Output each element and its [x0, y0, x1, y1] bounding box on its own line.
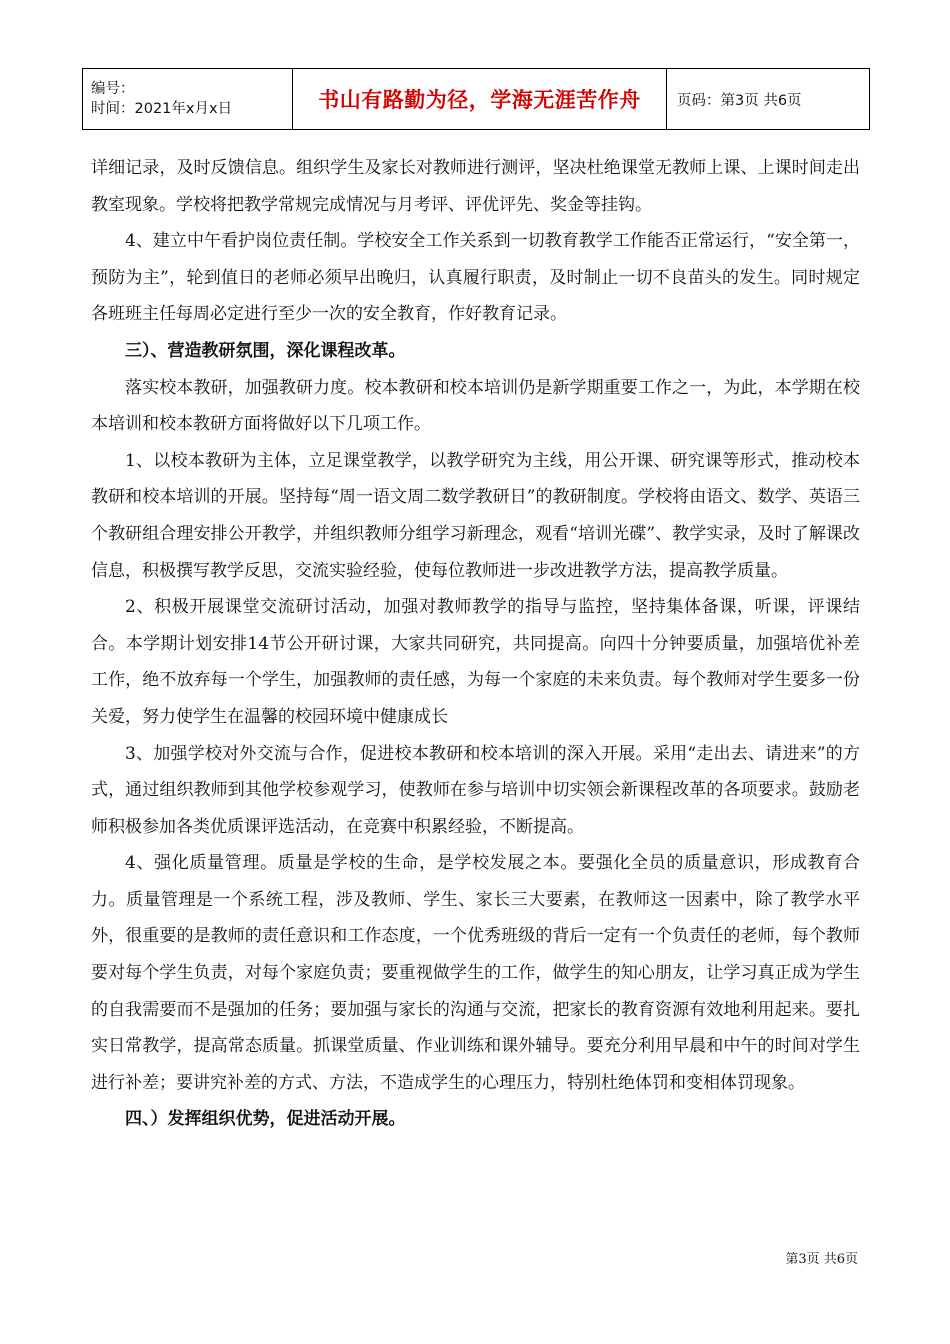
document-body: [91, 150, 860, 1138]
paragraph-item-1: 1、以校本教研为主体，立足课堂教学，以教学研究为主线，用公开课、研究课等形式，推动校本教研和校本培训的开展。坚持每“周一语文周二数学教研日”的教研制度。学校将由语文、数学、英语三个教研组合理安排公开教学，并组织教师分组学习新理念，观看“培训光碟”、教学实录，及时了解课改信息，积极撰写教学反思，交流实验经验，使每位教师进一步改进教学方法，提高教学质量。: [91, 450, 860, 581]
header-date-label: 时间：2021年x月x日: [91, 101, 233, 117]
section-heading-3: 三）、营造教研氛围，深化课程改革。: [125, 340, 406, 361]
paragraph-continued: 详细记录，及时反馈信息。组织学生及家长对教师进行测评，坚决杜绝课堂无教师上课、上课时间走出教室现象。学校将把教学常规完成情况与月考评、评优评先、奖金等挂钩。: [91, 158, 860, 215]
header-motto-cell: [293, 69, 667, 130]
header-meta-cell: [83, 69, 293, 130]
header-number-label: 编号：: [91, 81, 135, 97]
paragraph-item-3: 3、加强学校对外交流与合作，促进校本教研和校本培训的深入开展。采用“走出去、请进来”的方式，通过组织教师到其他学校参观学习，使教师在参与培训中切实领会新课程改革的各项要求。鼓励老师积极参加各类优质课评选活动，在竞赛中积累经验，不断提高。: [91, 743, 860, 837]
header-page-cell: [667, 69, 870, 130]
paragraph-item-2: 2、积极开展课堂交流研讨活动，加强对教师教学的指导与监控，坚持集体备课，听课，评课结合。本学期计划安排14节公开研讨课，大家共同研究，共同提高。向四十分钟要质量，加强培优补差工作，绝不放弃每一个学生，加强教师的责任感，为每一个家庭的未来负责。每个教师对学生要多一份关爱，努力使学生在温馨的校园环境中健康成长: [91, 597, 860, 727]
header-motto: 书山有路勤为径，学海无涯苦作舟: [318, 88, 641, 112]
paragraph-intro: 落实校本教研，加强教研力度。校本教研和校本培训仍是新学期重要工作之一，为此，本学期在校本培训和校本教研方面将做好以下几项工作。: [91, 377, 860, 435]
section-heading-4: 四、）发挥组织优势，促进活动开展。: [125, 1109, 406, 1130]
header-page-label: 页码：第3页 共6页: [677, 92, 802, 109]
page-header: [82, 68, 870, 130]
page-footer: 第3页 共6页: [785, 1252, 858, 1267]
paragraph-item-4-quality: 4、强化质量管理。质量是学校的生命，是学校发展之本。要强化全员的质量意识，形成教育合力。质量管理是一个系统工程，涉及教师、学生、家长三大要素，在教师这一因素中，除了教学水平外，很重要的是教师的责任意识和工作态度，一个优秀班级的背后一定有一个负责任的老师，每个教师要对每个学生负责，对每个家庭负责；要重视做学生的工作，做学生的知心朋友，让学习真正成为学生的自我需要而不是强加的任务；要加强与家长的沟通与交流，把家长的教育资源有效地利用起来。要扎实日常教学，提高常态质量。抓课堂质量、作业训练和课外辅导。要充分利用早晨和中午的时间对学生进行补差；要讲究补差的方式、方法，不造成学生的心理压力，特别杜绝体罚和变相体罚现象。: [91, 853, 860, 1093]
paragraph-item-4-safety: 4、建立中午看护岗位责任制。学校安全工作关系到一切教育教学工作能否正常运行，“安全第一，预防为主”，轮到值日的老师必须早出晚归，认真履行职责，及时制止一切不良苗头的发生。同时规定各班班主任每周必定进行至少一次的安全教育，作好教育记录。: [91, 231, 860, 325]
